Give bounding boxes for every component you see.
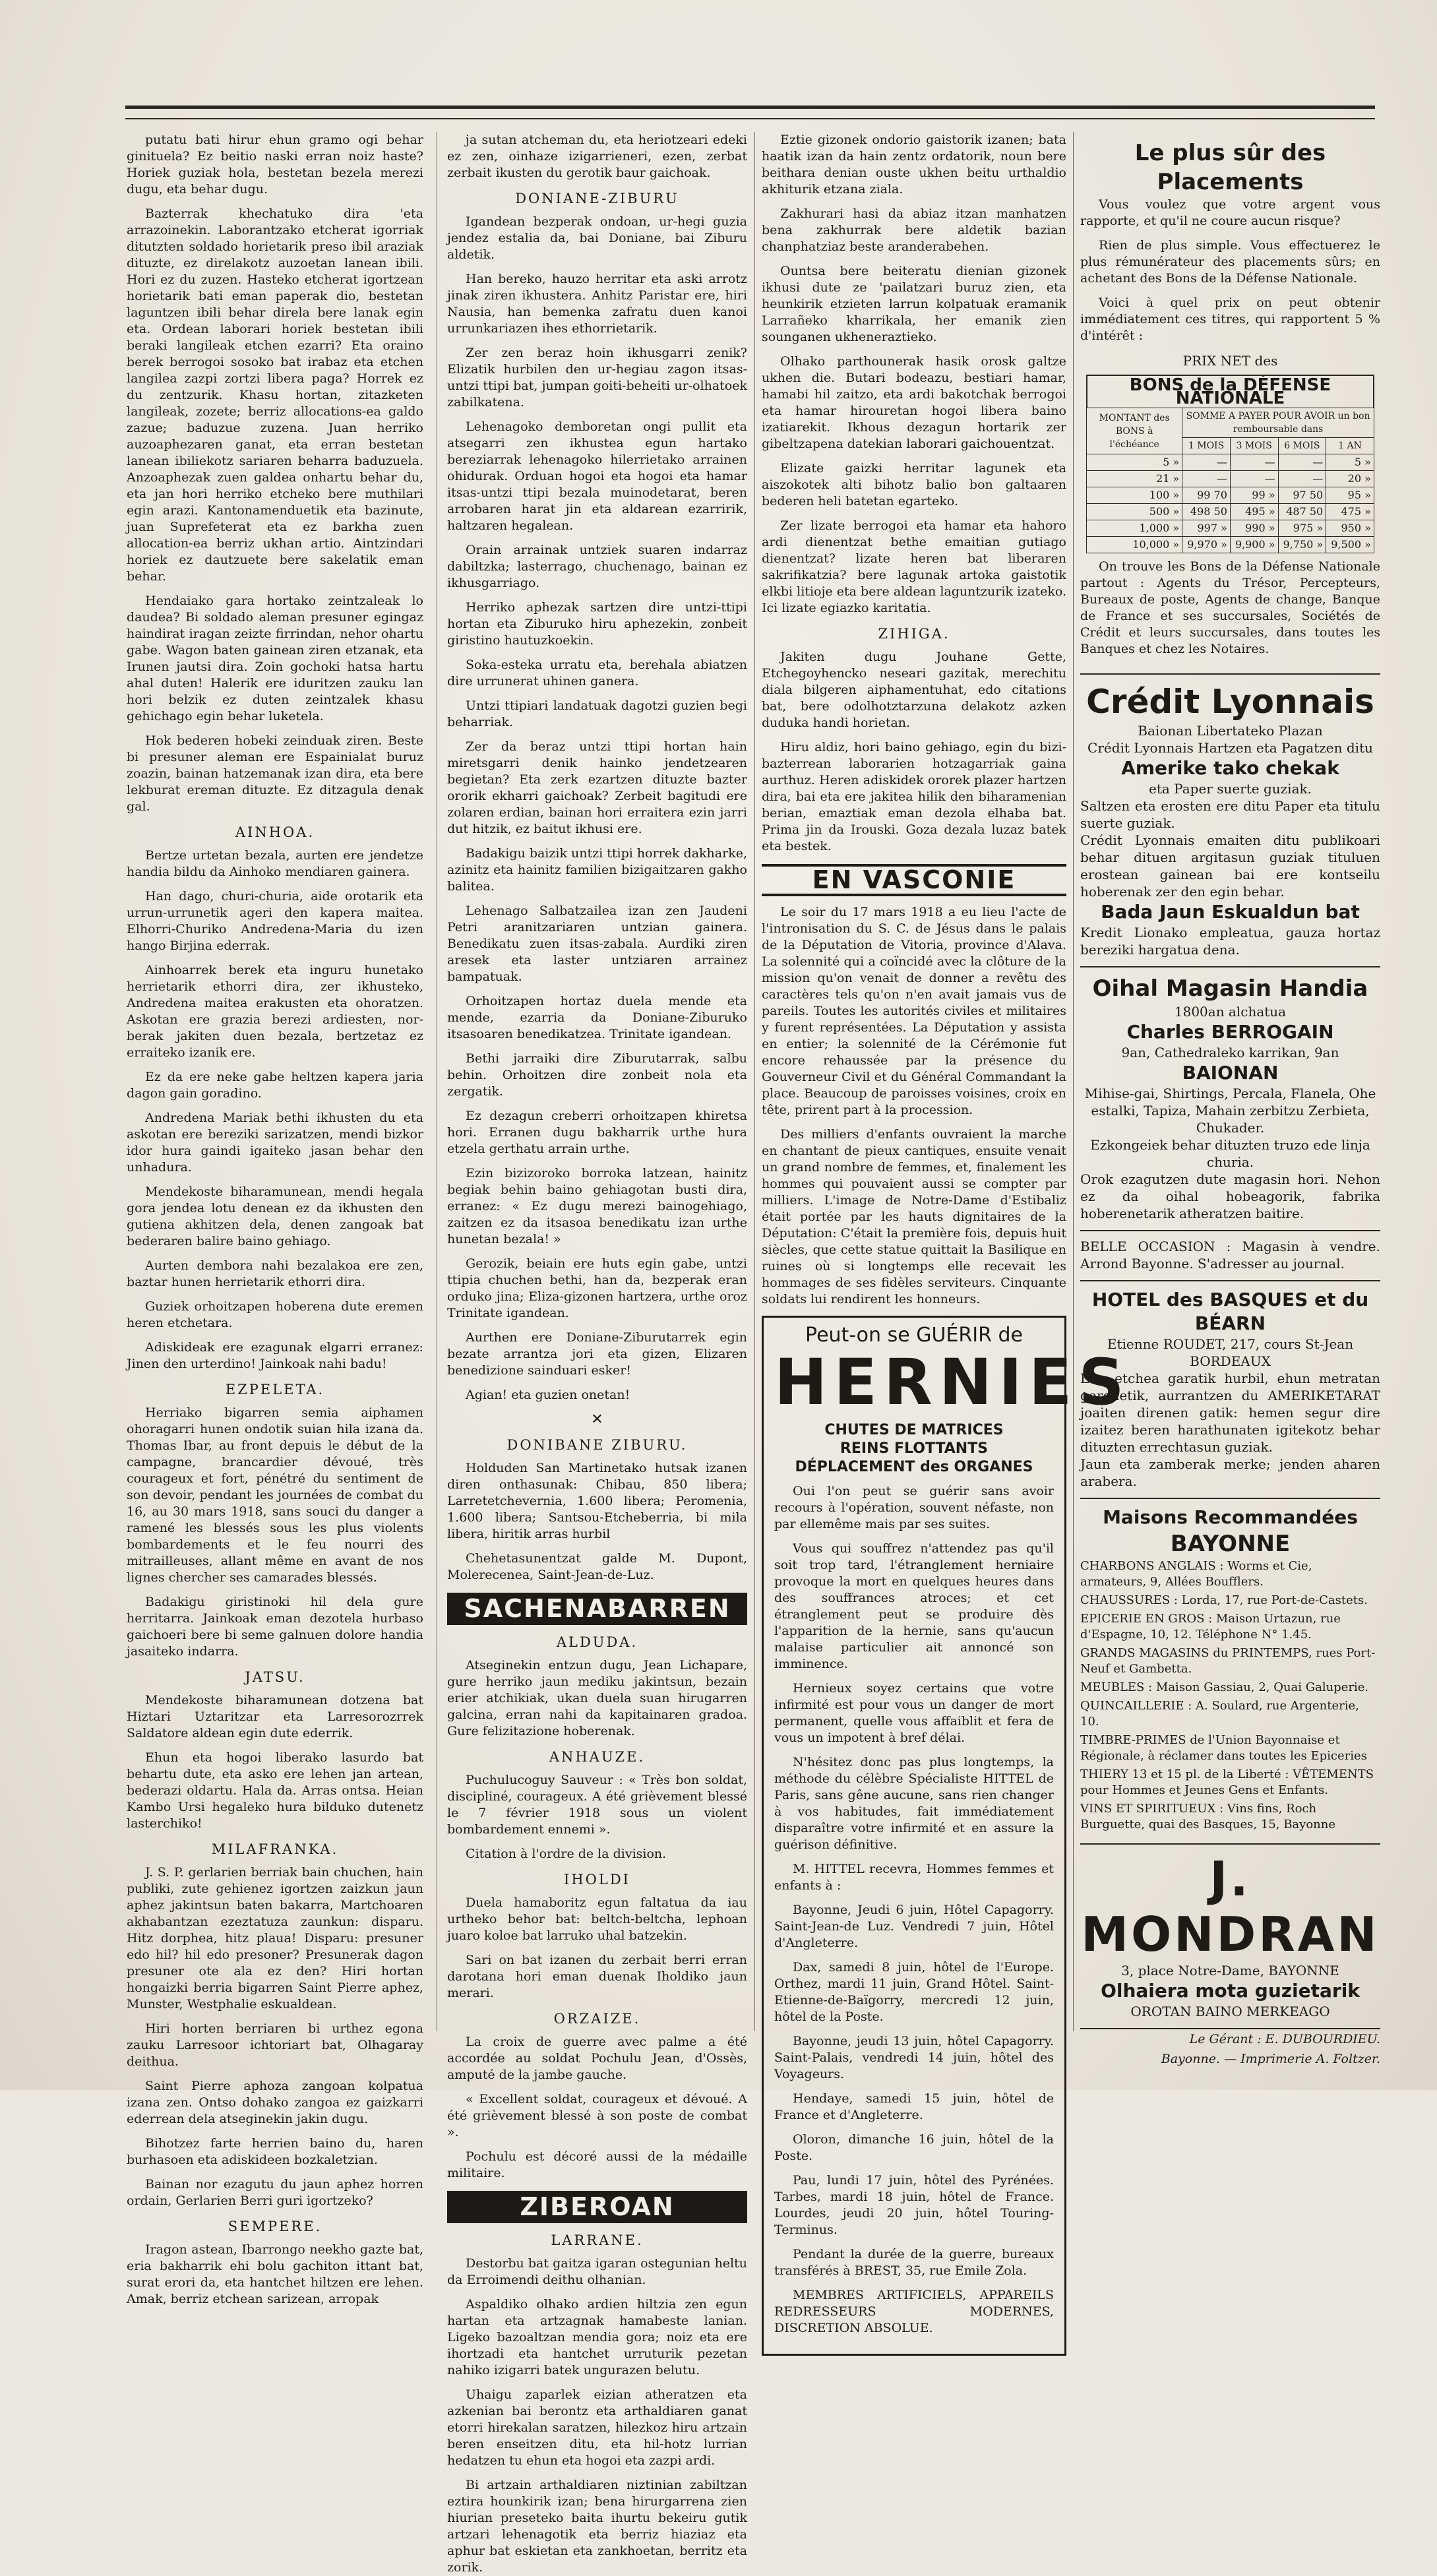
oihal-magasin-advertisement [1080, 967, 1380, 1231]
section-heading: JATSU. [245, 1669, 305, 1685]
article-paragraph: Aurten dembora nahi bezalakoa ere zen, baztar hunen herrietarik ethorri dira. [127, 1258, 423, 1289]
ad-line: Ene etchea garatik hurbil, ehun metratan goronetik, aurrantzen du AMERIKETARAT joaiten direnen gatik: hemen segur dire izaitez beren harathunaten igitekotz behar dituzten errechtasun guziak. [1080, 1370, 1380, 1455]
ad-line: Orok ezagutzen dute magasin hori. Nehon ez da oihal hobeagorik, fabrika hoberenetarik atheratzen baitire. [1080, 1171, 1380, 1221]
top-rule [125, 106, 1375, 119]
column-4 [1080, 132, 1380, 2066]
table-header: 3 MOIS [1230, 438, 1278, 454]
table-cell: 21 » [1087, 471, 1182, 487]
article-paragraph: ja sutan atcheman du, eta heriotzeari edeki ez zen, oinhaze izigarrieneri, ezen, zerbat zerbait ikusten du gerotik baur gaichoak. [447, 133, 747, 180]
gerant-line: Le Gérant : E. DUBOURDIEU. [1189, 2032, 1380, 2046]
article-paragraph: Puchulucoguy Sauveur : « Très bon soldat, discipliné, courageux. A été grièvement blessé le 7 février 1918 sous un violent bombardement ennemi ». [447, 1773, 747, 1837]
list-item: CHARBONS ANGLAIS : Worms et Cie, armateurs, 9, Allées Boufflers. [1080, 1559, 1312, 1589]
article-paragraph: J. S. P. gerlarien berriak bain chuchen, hain publiki, zute gehienez igortzen zaizkun jaun aphez jakintsun baten bakarra, Martchoaren akhabantzan ezeztatuza zaunkun: disparu. Hitz dorphea, hitz plaua! Disparu: presuner edo hil? hil edo presoner? Presunerak dagon presuner ote ala ez den? Hiri hortan hongaizki berria bigarren Saint Pierre aphez, Munster, Westphalie eskualdean. [127, 1865, 423, 2011]
ad-line: Olhaiera mota guzietarik [1101, 1980, 1360, 2002]
credit-lyonnais-advertisement [1080, 675, 1380, 967]
ad-line: Ezkongeiek behar dituzten truzo ede linja churia. [1090, 1137, 1370, 1170]
column-2 [447, 132, 747, 2575]
article-paragraph: Bainan nor ezagutu du jaun aphez horren ordain, Gerlarien Berri guri igortzeko? [127, 2177, 423, 2208]
imprint-line: Bayonne. — Imprimerie A. Foltzer. [1161, 2052, 1380, 2066]
article-paragraph: Pochulu est décoré aussi de la médaille militaire. [447, 2149, 747, 2180]
table-cell: — [1230, 471, 1278, 487]
article-paragraph: Ountsa bere beiteratu dienian gizonek ikhusi dute ze 'pailatzari buruz zien, eta heunkirik etzieten larrun kolpatuak eramanik Larrañeko kharrikala, her emanik zien sounganen ukheneraztieko. [762, 264, 1066, 344]
ad-line: Crédit Lyonnais Hartzen eta Pagatzen ditu [1087, 740, 1373, 756]
ad-subline: REINS FLOTTANTS [840, 1440, 989, 1457]
section-heading: ANHAUZE. [549, 1749, 646, 1765]
table-cell: 5 » [1326, 454, 1374, 471]
list-item: MEUBLES : Maison Gassiau, 2, Quai Galuperie. [1080, 1680, 1369, 1694]
ad-line: Jaun eta zamberak merke; jenden aharen arabera. [1080, 1456, 1380, 1489]
article-paragraph: putatu bati hirur ehun gramo ogi behar ginituela? Ez beitio naski erran noiz haste? Horiek guziak hola, bestetan bezela merezi dugu, eta behar dugu. [127, 133, 423, 197]
table-cell: 20 » [1326, 471, 1374, 487]
ad-line: Amerike tako chekak [1121, 757, 1339, 779]
ad-line: Baionan Libertateko Plazan [1138, 723, 1323, 739]
ad-line: Kredit Lionako empleatua, gauza hortaz bereziki hargatua dena. [1080, 925, 1380, 958]
column-1 [127, 132, 423, 2306]
table-header: 1 MOIS [1182, 438, 1231, 454]
table-cell: — [1230, 454, 1278, 471]
section-heading: EZPELETA. [225, 1382, 325, 1397]
article-paragraph: Sari on bat izanen du zerbait berri erran darotana hori eman duenak Iholdiko jaun merari. [447, 1953, 747, 2000]
column-divider [1073, 132, 1074, 2031]
article-paragraph: Ez dezagun creberri orhoitzapen khiretsa hori. Erranen dugu bakharrik urthe hura etzela gerthatu arrain urthe. [447, 1109, 747, 1156]
article-paragraph: Eztie gizonek ondorio gaistorik izanen; bata haatik izan da hain zentz ordatorik, noun bere beithara denian ouste ukhen beitu urthaldio akhiturik etzana ziala. [762, 133, 1066, 197]
ad-line: Bada Jaun Eskualdun bat [1101, 901, 1360, 923]
article-paragraph: Le soir du 17 mars 1918 a eu lieu l'acte de l'intronisation du S. C. de Jésus dans le palais de la Députation de Vitoria, province d'Alava. La solennité qui a coïncidé avec la clôture de la mission qu'on venait de donner a revêtu des caractères tels qu'on n'en avait jamais vus de pareils. Toutes les autorités civiles et militaires y furent représentées. La Députation y assista en entier; la solennité de la Cérémonie fut encore rehaussée par la présence du Gouverneur Civil et du Général Commandant la place. Beaucoup de paroisses voisines, croix en tête, prirent part à la procession. [762, 905, 1066, 1117]
table-cell: — [1182, 454, 1231, 471]
article-paragraph: Zakhurari hasi da abiaz itzan manhatzen bena zakhurrak bere aldetik bazian chanphatziaz beste aranderabehen. [762, 206, 1066, 254]
article-paragraph: Bazterrak khechatuko dira 'eta arrazoinekin. Laborantzako etcherat igorriak ditutzten soldado horietarik preso ibil araziak dituzte, ez direlakotz auzoetan lanean ibili. Hori ez du zuzen. Hasteko etcherat igortzean horietarik bati eman paperak dio, bestetan laguntzen ibili behar direla bere lanak egin eta. Ordean laborari horiek bestetan ibili beraki langileak etchen ezarri? Eta oraino berek berrogoi sosoko bat irabaz eta etchen langilea zazpi zortzi libera paga? Horrek ez du zentzurik. Khasu hortan, zitazketen langileak, zozete; berriz allocations-ea galdo zazue; baduzue zuzena. Juan herriko auzoaphezaren ganat, eta erran bestetan lanean ibiliekotz sariaren beharra baduzuela. Anzoaphezak zuen galdea onhartu behar du, eta jan hori herriko etcheko bere muthilari egin arazi. Kantonamenduetik eta bazinute, juan Suprefeterat eta ez barkha zuen allocation-ea berriz ukhan artio. Aintzindari horiek ez dautzuete bere sakelatik eman behar. [127, 206, 423, 584]
table-row [1087, 520, 1374, 537]
ad-paragraph: Dax, samedi 8 juin, hôtel de l'Europe. Orthez, mardi 11 juin, Grand Hôtel. Saint-Etienne-de-Baïgorry, mercredi 12 juin, hôtel de la Poste. [774, 1960, 1054, 2024]
ad-subline: DÉPLACEMENT des ORGANES [795, 1459, 1033, 1475]
article-paragraph: Igandean bezperak ondoan, ur-hegi guzia jendez estalia da, bai Doniane, bai Ziburu aldetik. [447, 214, 747, 262]
article-paragraph: Lehenagoko demboretan ongi pullit eta atsegarri zen ikhustea egun hartako bereziarrak lehenagoko hilerrietako arrainen ohidurak. Orduan hogoi eta hogoi eta hamar itsas-untzi ttipi bezala muinodetarat, beren arrobaren harat jin eta aldarean ezarririk, haltzaren hegalean. [447, 419, 747, 533]
article-paragraph: Bihotzez farte herrien baino du, haren burhasoen eta adiskideen bozkaletzian. [127, 2136, 423, 2167]
table-row [1087, 471, 1374, 487]
ad-paragraph: Bayonne, Jeudi 6 juin, Hôtel Capagorry. Saint-Jean-de Luz. Vendredi 7 juin, Hôtel d'Angleterre. [774, 1903, 1054, 1950]
ad-headline: HERNIES [774, 1345, 1131, 1419]
ad-line: Etienne ROUDET, 217, cours St-Jean [1107, 1336, 1354, 1352]
article-paragraph: Bi artzain arthaldiaren niztinian zabiltzan eztira hounkirik izan; bena hirurgarrena zien hiurian preseteko baita ihurtu bekeiru gutik artzari lehenagotik eta berriz hiaziaz eta aphur bat eskietan eta zankhoetan, berritz eta zorik. [447, 2478, 747, 2575]
table-header: MONTANT des BONS à l'échéance [1087, 408, 1182, 454]
article-paragraph: Iragon astean, Ibarrongo neekho gazte bat, eria bakharrik ehi bolu gachiton ittant bat, surat erori da, eta hantchet hiltzen ere lehen. Amak, berriz etchean sarizean, arropak [127, 2242, 423, 2306]
table-cell: 950 » [1326, 520, 1374, 537]
ad-line: BAIONAN [1182, 1062, 1279, 1084]
article-paragraph: Duela hamaboritz egun faltatua da iau urtheko behor bat: beltch-beltcha, lephoan juaro koloe bat larruko uhal batzekin. [447, 1895, 747, 1943]
list-item: EPICERIE EN GROS : Maison Urtazun, rue d'Espagne, 10, 12. Téléphone N° 1.45. [1080, 1612, 1341, 1641]
section-heading: IHOLDI [564, 1872, 630, 1887]
table-cell: — [1182, 471, 1231, 487]
column-3 [762, 132, 1131, 2335]
article-paragraph: Bertze urtetan bezala, aurten ere jendetze handia bildu da Ainhoko mendiaren gainera. [127, 848, 423, 879]
table-cell: 487 50 [1278, 504, 1326, 520]
ad-paragraph: MEMBRES ARTIFICIELS, APPAREILS REDRESSEURS MODERNES, DISCRETION ABSOLUE. [774, 2288, 1054, 2335]
table-cell: 9,500 » [1326, 537, 1374, 553]
article-paragraph: Mendekoste biharamunean dotzena bat Hiztari Uztaritzar eta Larresorozrrek Saldatore aldean egin dute ederrik. [127, 1693, 423, 1740]
region-banner: ZIBEROAN [447, 2191, 747, 2223]
table-cell: 9,750 » [1278, 537, 1326, 553]
article-paragraph: Han bereko, hauzo herritar eta aski arrotz jinak ziren ikhustera. Anhitz Paristar ere, hiri Nausia, han bemenka zafratu duen kanoi urrunkariazen ihes ethorrietarik. [447, 272, 747, 336]
ad-paragraph: On trouve les Bons de la Défense Nationale partout : Agents du Trésor, Percepteurs, Bureaux de poste, Agents de change, Banque de France et ses succursales, Sociétés de Crédit et leurs succursales, dans toutes les Banques et chez les Notaires. [1080, 559, 1380, 656]
article-paragraph: Orhoitzapen hortaz duela mende eta mende, ezarria da Doniane-Ziburuko itsasoaren benedikatzea. Trinitate igandean. [447, 994, 747, 1041]
table-cell: 5 » [1087, 454, 1182, 471]
article-paragraph: « Excellent soldat, courageux et dévoué. A été grièvement blessé à son poste de combat ». [447, 2092, 747, 2139]
table-header: 6 MOIS [1278, 438, 1326, 454]
ad-paragraph: Pendant la durée de la guerre, bureaux transférés à BREST, 35, rue Emile Zola. [774, 2247, 1054, 2278]
table-cell: 99 70 [1182, 487, 1231, 504]
table-row [1087, 537, 1374, 553]
list-item: TIMBRE-PRIMES de l'Union Bayonnaise et Régionale, à réclamer dans toutes les Epiceries [1080, 1733, 1367, 1763]
article-paragraph: Aspaldiko olhako ardien hiltzia zen egun hartan eta artzagnak hamabeste lanian. Ligeko bazoaltzan mendia gora; noiz eta ere ihortzadi eta hantchet urruturik pezetan nahiko izigarri batek ungurazen belutu. [447, 2297, 747, 2377]
region-banner: EN VASCONIE [762, 864, 1066, 896]
section-heading: ALDUDA. [556, 1634, 638, 1650]
article-paragraph: Destorbu bat gaitza igaran ostegunian heltu da Erroimendi deithu olhanian. [447, 2256, 747, 2287]
maisons-recommandees-advertisement [1080, 1499, 1380, 1845]
table-cell: 475 » [1326, 504, 1374, 520]
table-cell: 97 50 [1278, 487, 1326, 504]
hotel-basques-advertisement [1080, 1281, 1380, 1499]
table-cell: 99 » [1230, 487, 1278, 504]
list-item: CHAUSSURES : Lorda, 17, rue Port-de-Castets. [1080, 1593, 1368, 1607]
article-paragraph: Des milliers d'enfants ouvraient la marche en chantant de pieux cantiques, ensuite venait un grand nombre de femmes, et, finalement les hommes qui pouvaient aussi se compter par milliers. L'image de Notre-Dame d'Estibaliz était portée par les hauts dignitaires de la Députation: C'était la première fois, depuis huit siècles, que cette statue quittait la Basilique en ruines où si longtemps elle recevait les hommages de ses fidèles serviteurs. Cinquante soldats lui rendirent les honneurs. [762, 1127, 1066, 1306]
article-paragraph: Zer zen beraz hoin ikhusgarri zenik? Elizatik hurbilen den ur-hegiau zagon itsas-untzi ttipi bat, jumpan goiti-beheiti ur-olhatoek zabilkatena. [447, 346, 747, 410]
article-paragraph: Jakiten dugu Jouhane Gette, Etchegoyhencko neseari gazitak, merechitu diala bilgeren aiphamentuhat, edo citations bat, bere odolhotztarzuna delakotz azken duduka handi horietan. [762, 650, 1066, 730]
section-heading: MILAFRANKA. [211, 1841, 339, 1857]
mondran-advertisement [1080, 1845, 1380, 2029]
list-item: THIERY 13 et 15 pl. de la Liberté : VÊTEMENTS pour Hommes et Jeunes Gens et Enfants. [1080, 1767, 1374, 1797]
belle-occasion-notice [1080, 1231, 1380, 1281]
hernies-advertisement [762, 1316, 1131, 2356]
column-divider [754, 132, 755, 2031]
article-paragraph: Zer da beraz untzi ttipi hortan hain miretsgarri denik hainko jendetzearen begietan? Eta zerk ezartzen dituzte bazter ororik ekharri gaichoak? Zerbeit bagitudi ere zolaren erdian, bainan hori erraitera ezin jarri dut hitzik, ez baitut ikhusi ere. [447, 739, 747, 836]
table-cell: 990 » [1230, 520, 1278, 537]
table-cell: — [1278, 471, 1326, 487]
article-paragraph: Andredena Mariak bethi ikhusten du eta askotan ere bereziki sarizatzen, mendi bizkor idor hura gaindi igaiteko jasan behar den unhadura. [127, 1111, 423, 1175]
article-paragraph: Herriko aphezak sartzen dire untzi-ttipi hortan eta Ziburuko hiru aphezekin, zonbeit giristino hautuzkoekin. [447, 600, 747, 648]
article-paragraph: Untzi ttipiari landatuak dagotzi guzien begi beharriak. [447, 698, 747, 729]
article-paragraph: Aurthen ere Doniane-Ziburutarrek egin bezate arrantza jori eta gizen, Elizaren benedizione sainduari esker! [447, 1330, 747, 1378]
ad-title: Le plus sûr des Placements [1134, 140, 1326, 195]
ad-paragraph: Hendaye, samedi 15 juin, hôtel de France et d'Angleterre. [774, 2091, 1054, 2122]
list-item: GRANDS MAGASINS du PRINTEMPS, rues Port-Neuf et Gambetta. [1080, 1646, 1376, 1676]
section-heading: ZIHIGA. [878, 626, 950, 642]
table-cell: 498 50 [1182, 504, 1231, 520]
article-paragraph: Ehun eta hogoi liberako lasurdo bat behartu dute, eta asko ere lehen jan artean, bederazi oldartu. Hala da. Arras ontsa. Heian Kambo Ursi hegaleko hura bilduko dutenetz lasterchiko! [127, 1750, 423, 1831]
section-heading: DONIBANE ZIBURU. [506, 1437, 688, 1453]
ad-paragraph: Vous voulez que votre argent vous rapporte, et qu'il ne coure aucun risque? [1080, 197, 1380, 228]
ad-paragraph: M. HITTEL recevra, Hommes femmes et enfants à : [774, 1862, 1054, 1893]
article-paragraph: Elizate gaizki herritar lagunek eta aiszokotek alti bihotz balio bon galtaaren bederen heli batetan egarteko. [762, 461, 1066, 508]
ad-line: 9an, Cathedraleko karrikan, 9an [1121, 1045, 1339, 1060]
ad-line: Saltzen eta erosten ere ditu Paper eta titulu suerte guziak. [1080, 798, 1380, 831]
ad-line: OROTAN BAINO MERKEAGO [1130, 2004, 1330, 2019]
table-caption: BONS de la DÉFENSE NATIONALE [1086, 375, 1374, 408]
article-paragraph: La croix de guerre avec palme a été accordée au soldat Pochulu Jean, d'Ossès, amputé de la jambe gauche. [447, 2035, 747, 2082]
article-paragraph: Agian! eta guzien onetan! [466, 1388, 630, 1402]
article-paragraph: Badakigu giristinoki hil dela gure herritarra. Jainkoak eman dezotela hurbaso gaichoeri bere bi seme galnuen dolore handia jasaiteko indarra. [127, 1595, 423, 1659]
ad-paragraph: Rien de plus simple. Vous effectuerez le plus rémunérateur des placements sûrs; en achetant des Bons de la Défense Nationale. [1080, 238, 1380, 286]
section-heading: SEMPERE. [228, 2219, 322, 2234]
table-row [1087, 504, 1374, 520]
table-cell: 495 » [1230, 504, 1278, 520]
table-cell: 975 » [1278, 520, 1326, 537]
region-banner: SACHENABARREN [447, 1593, 747, 1625]
ad-line: eta Paper suerte guziak. [1149, 781, 1312, 797]
ad-line: BORDEAUX [1190, 1353, 1271, 1369]
section-heading: DONIANE-ZIBURU [515, 191, 679, 206]
ad-title: Oihal Magasin Handia [1092, 975, 1368, 1002]
bonds-price-table [1086, 375, 1374, 553]
ad-title: J. MONDRAN [1081, 1851, 1380, 1962]
ad-paragraph: Oui l'on peut se guérir sans avoir recours à l'opération, souvent néfaste, non par ellemême mais par ses suites. [774, 1484, 1054, 1531]
table-cell: 9,970 » [1182, 537, 1231, 553]
table-row [1087, 487, 1374, 504]
article-paragraph: Ez da ere neke gabe heltzen kapera jaria dagon gain goradino. [127, 1070, 423, 1101]
ad-line: BELLE OCCASION : Magasin à vendre. Arrond Bayonne. S'adresser au journal. [1080, 1239, 1380, 1272]
article-paragraph: Soka-esteka urratu eta, berehala abiatzen dire urrunerat uhinen ganera. [447, 658, 747, 689]
article-paragraph: Hendaiako gara hortako zeintzaleak lo daudea? Bi soldado aleman presuner egingaz haindirat iragan zeizte firrindan, nehor ohartu gabe. Wagon baten gainean ziren etzanak, eta Irunen jautsi dira. Zoin gochoki hatsa hartu ahal duten! Halerik ere iduritzen zauku lan hori belzik ez duten zeintzalek khasu gehichago egin behar luketela. [127, 594, 423, 723]
table-header: 1 AN [1326, 438, 1374, 454]
article-paragraph: Olhako parthounerak hasik orosk galtze ukhen die. Butari bodeazu, bestiari hamar, hamabi hil zaitzo, eta ardi bakotchak berrogoi eta hamar hirouretan hogoi libera baino izatiarekit. Ikhous dezagun hortarik zer gibeltzapena datekian laborari gaichouentzat. [762, 354, 1066, 451]
ad-line: Mihise-gai, Shirtings, Percala, Flanela, Ohe estalki, Tapiza, Mahain zerbitzu Zerbieta, Chukader. [1084, 1086, 1376, 1136]
ad-subline: CHUTES DE MATRICES [824, 1422, 1004, 1438]
article-paragraph: Uhaigu zaparlek eizian atheratzen eta azkenian bai berontz eta arthaldiaren ganat etorri hirekalan saratzen, hilezkoz hiru artzain beren enseitzen ditu, eta hil-hotz lurrian hedatzen tu ehun eta hogoi eta zazpi ardi. [447, 2387, 747, 2468]
table-header: SOMME A PAYER POUR AVOIR un bon remboursable dans [1182, 408, 1374, 438]
article-paragraph: Chehetasunentzat galde M. Dupont, Molerecenea, Saint-Jean-de-Luz. [447, 1551, 747, 1582]
table-cell: — [1278, 454, 1326, 471]
table-cell: 500 » [1087, 504, 1182, 520]
ad-paragraph: Pau, lundi 17 juin, hôtel des Pyrénées. Tarbes, mardi 18 juin, hôtel de France. Lourdes, jeudi 20 juin, hôtel Touring-Terminus. [774, 2173, 1054, 2237]
ad-title: Crédit Lyonnais [1086, 683, 1374, 721]
article-paragraph: Bethi jarraiki dire Ziburutarrak, salbu behin. Orhoitzen dire zonbeit nola eta zergatik. [447, 1051, 747, 1099]
ad-title: Maisons Recommandées [1103, 1506, 1358, 1528]
article-paragraph: Hok bederen hobeki zeinduak ziren. Beste bi presuner aleman ere Espainialat buruz zoazin, bainan hatzemanak izan dira, eta bere lekburat ereman dituzte. Ez ditzagula denak gal. [127, 733, 423, 814]
ad-line: 1800an alchatua [1174, 1004, 1287, 1020]
article-paragraph: Ainhoarrek berek eta inguru hunetako herrietarik ethorri dira, zer ikhusteko, Andredena maitea erakusten eta ohoratzen. Askotan ere grazia berezi ardiesten, nor-berak jakiten duen bezala, bertzetaz ez erraiteko izanik ere. [127, 963, 423, 1060]
ad-paragraph: Voici à quel prix on peut obtenir immédiatement ces titres, qui rapportent 5 % d'intérêt : [1080, 295, 1380, 343]
table-cell: 10,000 » [1087, 537, 1182, 553]
section-heading: AINHOA. [235, 824, 315, 840]
article-paragraph: Badakigu baizik untzi ttipi horrek dakharke, azinitz eta hainitz familien bizigaitzaren gakho balitea. [447, 846, 747, 894]
ad-title: HOTEL des BASQUES et du BÉARN [1091, 1289, 1369, 1334]
article-paragraph: Holduden San Martinetako hutsak izanen diren onthasunak: Chibau, 850 libera; Larretetchevernia, 1.600 libera; Peromenia, 1.600 libera; Santsou-Etcheberria, bi mila libera, hiritik arras hurbil [447, 1461, 747, 1541]
ad-paragraph: N'hésitez donc pas plus longtemps, la méthode du célèbre Spécialiste HITTEL de Paris, sans gêne aucune, sans rien changer à vos habitudes, fait immédiatement disparaître votre infirmité et en assure la guérison définitive. [774, 1755, 1054, 1852]
section-heading: LARRANE. [551, 2232, 644, 2248]
table-row [1087, 454, 1374, 471]
article-paragraph: Hiru aldiz, hori baino gehiago, egin du bizi-bazterrean laborarien hotzagarriak gaina aurthuz. Heren adiskidek ororek plazer hartzen dira, bai eta ere jakitea hilik den biharamenian berian, emaztiak eman dezola elhaba bat. Prima jin da Irouski. Goza dezala luzaz batek eta bestek. [762, 740, 1066, 853]
article-paragraph: Orain arrainak untziek suaren indarraz dabiltzka; lasterrago, chuchenago, bainan ez ikhusgarriago. [447, 543, 747, 590]
article-paragraph: Han dago, churi-churia, aide orotarik eta urrun-urrunetik ageri den kapera maitea. Elhorri-Churiko Andredena-Maria du izen hango Birjina ederrak. [127, 889, 423, 953]
article-paragraph: Zer lizate berrogoi eta hamar eta hahoro ardi dienentzat bethe emaitian gutiago dienentzat? lizate heren bat liberaren sakrifikatzia? bere lagunak artoka gaistotik elkbi litioje eta bere aldean laguntzurik izateko. Ici lizate egiazko karitatia. [762, 518, 1066, 615]
table-prix-label: PRIX NET des [1182, 353, 1278, 369]
ad-line: Crédit Lyonnais emaiten ditu publikoari behar dituen argitasun guziak tituluen erostean gainean bai ere kontseilu hoberenak zer den egin behar. [1080, 832, 1380, 900]
article-paragraph: Gerozik, beiain ere huts egin gabe, untzi ttipia chuchen bethi, han da, bezperak eran orduko jina; Eliza-gizonen hartzera, urthe oroz Trinitate igandean. [447, 1256, 747, 1320]
placements-advertisement [1080, 132, 1380, 675]
article-paragraph: Guziek orhoitzapen hoberena dute eremen heren etchetara. [127, 1299, 423, 1330]
article-paragraph: Mendekoste biharamunean, mendi hegala gora jendea lotu denean ez da ikhusten den gutiena akhitzen dela, denen zangoak bat bederaren balire baino gehiago. [127, 1184, 423, 1248]
article-paragraph: Lehenago Salbatzailea izan zen Jaudeni Petri aranitzariaren untzian gainera. Benedikatu zuen itsas-zabala. Aurdiki ziren aresek eta laster untziaren arrainez bampatuak. [447, 904, 747, 984]
list-item: VINS ET SPIRITUEUX : Vins fins, Roch Burguette, quai des Basques, 15, Bayonne [1080, 1802, 1336, 1831]
separator-mark: ✕ [591, 1411, 603, 1428]
article-paragraph: Ezin bizizoroko borroka latzean, hainitz begiak behin baino gehiagotan busti dira, erranez: « Ez dugu merezi bainogehiago, zaitzen ez da itsasoa benedikatu izan urthe hunetan bezala! » [447, 1166, 747, 1246]
list-item: QUINCAILLERIE : A. Soulard, rue Argenterie, 10. [1080, 1699, 1359, 1729]
ad-paragraph: Vous qui souffrez n'attendez pas qu'il soit trop tard, l'étranglement herniaire provoque la mort en quelques heures dans des souffrances atroces; et cet étranglement peut se produire dès l'apparition de la hernie, sans qu'aucun malaise particulier ait annoncé son imminence. [774, 1541, 1054, 1671]
article-paragraph: Hiri horten berriaren bi urthez egona zauku Larresoor ichtoriart bat, Olhagaray deithua. [127, 2021, 423, 2069]
table-cell: 9,900 » [1230, 537, 1278, 553]
ad-paragraph: Hernieux soyez certains que votre infirmité est pour vous un danger de mort permanent, quelle vous affaiblit et fera de vous un impotent à bref délai. [774, 1681, 1054, 1745]
article-paragraph: Adiskideak ere ezagunak elgarri erranez: Jinen den urterdino! Jainkoak nahi badu! [127, 1340, 423, 1371]
table-cell: 100 » [1087, 487, 1182, 504]
ad-line: Charles BERROGAIN [1126, 1021, 1334, 1043]
ad-paragraph: Bayonne, jeudi 13 juin, hôtel Capagorry. Saint-Palais, vendredi 14 juin, hôtel des Voyageurs. [774, 2034, 1054, 2081]
table-cell: 95 » [1326, 487, 1374, 504]
article-paragraph: Herriako bigarren semia aiphamen ohoragarri hunen ondotik suian hila izana da. Thomas Ibar, au front depuis le début de la campagne, brancardier dévoué, très courageux et fort, pénétré du sentiment de son devoir, pendant les journées de combat du 16, au 30 mars 1918, sans souci du danger a ramené les blessés sous les plus violents bombardements et le feu nourri des mitrailleuses, allant même en avant de nos lignes chercher ses camarades blessés. [127, 1405, 423, 1585]
ad-city: BAYONNE [1170, 1531, 1291, 1557]
article-paragraph: Atseginekin entzun dugu, Jean Lichapare, gure herriko jaun mediku jakintsun, bezain erier atchikiak, ukan duela suan hirugarren galcina, erran nahi da kapitainaren gradoa. Gure felizitazione hoberenak. [447, 1658, 747, 1738]
article-paragraph: Saint Pierre aphoza zangoan kolpatua izana zen. Ontso dohako zangoa ez gaizkarri ederrean dela atseginekin jakin dugu. [127, 2079, 423, 2126]
section-heading: ORZAIZE. [553, 2011, 641, 2027]
ad-paragraph: Oloron, dimanche 16 juin, hôtel de la Poste. [774, 2132, 1054, 2163]
article-paragraph: Citation à l'ordre de la division. [466, 1847, 667, 1861]
ad-question: Peut-on se GUÉRIR de [805, 1324, 1023, 1347]
table-cell: 1,000 » [1087, 520, 1182, 537]
ad-line: 3, place Notre-Dame, BAYONNE [1121, 1963, 1339, 1978]
table-cell: 997 » [1182, 520, 1231, 537]
